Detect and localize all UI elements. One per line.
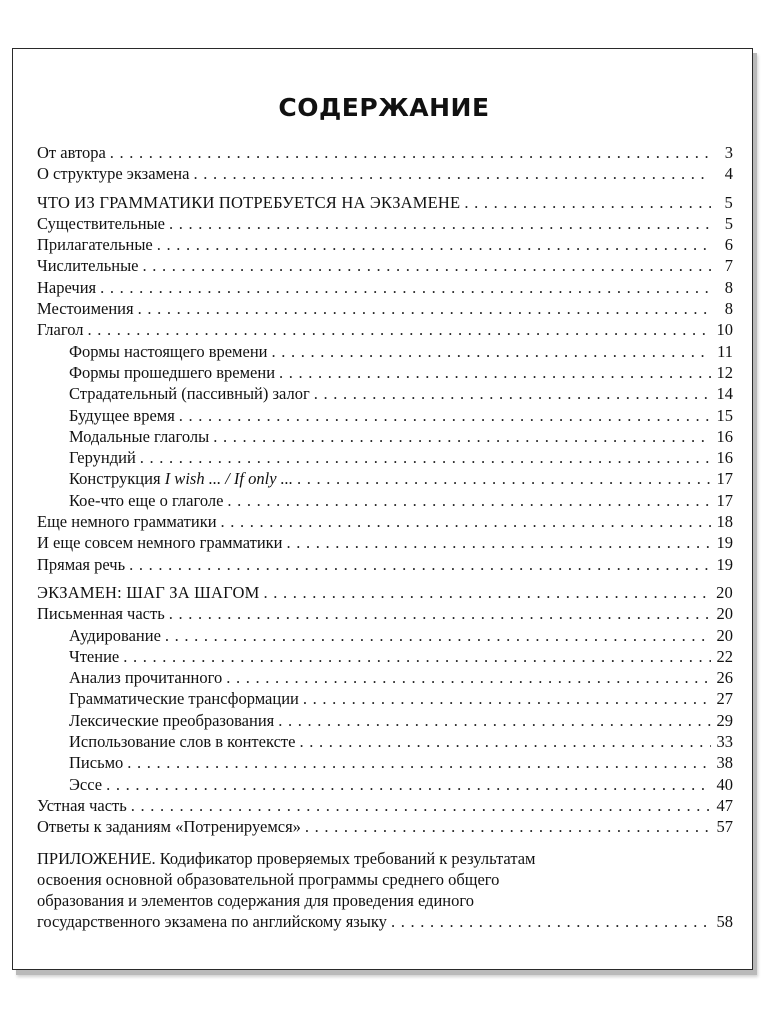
toc-entry-answers[interactable]	[37, 816, 733, 837]
dot-leader	[227, 490, 711, 511]
toc-entry-past-forms[interactable]	[37, 362, 733, 383]
toc-entry-lexical-transformations[interactable]	[37, 710, 733, 731]
toc-entry-page: 7	[724, 256, 733, 276]
toc-entry-label	[69, 468, 293, 489]
toc-entry-label: Наречия	[37, 277, 97, 297]
toc-entry-label: Чтение	[69, 646, 120, 666]
dot-leader	[142, 255, 711, 276]
toc-entry-page: 58	[716, 912, 733, 932]
toc-entry-present-forms[interactable]	[37, 341, 733, 362]
toc-entry-listening[interactable]	[37, 625, 733, 646]
dot-leader	[193, 163, 711, 184]
toc-entry-label: Анализ прочитанного	[69, 668, 223, 688]
toc-entry-label: Глагол	[37, 320, 84, 340]
dot-leader	[299, 731, 711, 752]
toc-entry-written-part[interactable]	[37, 603, 733, 624]
appendix-line: государственного экзамена по английскому языку	[37, 912, 387, 932]
toc-entry-label-italic: I wish ... / If only ...	[164, 469, 294, 489]
toc-entry-page: 10	[716, 320, 733, 340]
appendix-last-line	[37, 911, 733, 932]
toc-entry-page: 14	[716, 384, 733, 404]
toc-entry-label: Устная часть	[37, 795, 127, 815]
dot-leader	[138, 298, 711, 319]
toc-entry-page: 19	[716, 533, 733, 553]
toc-entry-page: 8	[724, 277, 733, 297]
toc-entry-modal-verbs[interactable]	[37, 426, 733, 447]
toc-entry-label: Модальные глаголы	[69, 426, 210, 446]
toc-entry-label: От автора	[37, 143, 106, 162]
toc-entry-label: Письменная часть	[37, 604, 165, 624]
toc-entry-adverbs[interactable]	[37, 277, 733, 298]
dot-leader	[279, 362, 711, 383]
toc-entry-page: 8	[724, 299, 733, 319]
toc-entry-page: 5	[724, 192, 733, 212]
toc-entry-i-wish[interactable]	[37, 468, 733, 489]
toc-entry-gerund[interactable]	[37, 447, 733, 468]
toc-entry-label: Прилагательные	[37, 235, 153, 255]
toc-entry-pronouns[interactable]	[37, 298, 733, 319]
toc-entry-page: 38	[716, 753, 733, 773]
toc-entry-ot-avtora[interactable]	[37, 142, 733, 163]
toc-entry-label: Ответы к заданиям «Потренируемся»	[37, 817, 301, 837]
toc-entry-adjectives[interactable]	[37, 234, 733, 255]
toc-entry-more-grammar[interactable]	[37, 511, 733, 532]
dot-leader	[87, 319, 711, 340]
toc-entry-page: 20	[716, 604, 733, 624]
dot-leader	[179, 405, 711, 426]
toc-entry-label-prefix: Конструкция	[69, 469, 165, 489]
page-title: СОДЕРЖАНИЕ	[278, 93, 490, 122]
dot-leader	[157, 234, 711, 255]
appendix-line: освоения основной образовательной программы среднего общего	[37, 869, 500, 889]
toc-entry-page: 47	[716, 795, 733, 815]
toc-entry-label: Будущее время	[69, 405, 175, 425]
toc-entry-page: 5	[724, 213, 733, 233]
toc-entry-direct-speech[interactable]	[37, 554, 733, 575]
dot-leader	[123, 646, 711, 667]
toc-entry-future-tense[interactable]	[37, 405, 733, 426]
toc-entry-page: 19	[716, 554, 733, 574]
dot-leader	[263, 582, 711, 603]
toc-section-exam[interactable]	[37, 582, 733, 603]
toc-entry-words-in-context[interactable]	[37, 731, 733, 752]
toc-entry-oral-part[interactable]	[37, 795, 733, 816]
toc-entry-page: 12	[716, 362, 733, 382]
toc-entry-more-about-verb[interactable]	[37, 490, 733, 511]
toc-entry-page: 20	[716, 625, 733, 645]
toc-entry-label: Формы прошедшего времени	[69, 362, 276, 382]
toc-entry-label: Письмо	[69, 753, 124, 773]
toc-entry-page: 26	[716, 668, 733, 688]
toc-entry-page: 3	[724, 143, 733, 162]
toc-entry-label: Местоимения	[37, 299, 134, 319]
toc-entry-numerals[interactable]	[37, 255, 733, 276]
toc-entry-page: 16	[716, 448, 733, 468]
toc-entry-verb[interactable]	[37, 319, 733, 340]
toc-entry-page: 6	[724, 235, 733, 255]
dot-leader	[271, 341, 711, 362]
toc-entry-label: Эссе	[69, 774, 103, 794]
toc-entry-page: 29	[716, 710, 733, 730]
toc-entry-label: Герундий	[69, 448, 136, 468]
toc-entry-page: 40	[716, 774, 733, 794]
toc-entry-passive-voice[interactable]	[37, 383, 733, 404]
dot-leader	[127, 752, 711, 773]
appendix-line: ПРИЛОЖЕНИЕ. Кодификатор проверяемых требований к результатам	[37, 848, 536, 868]
toc-entry-page: 17	[716, 469, 733, 489]
toc-entry-label: О структуре экзамена	[37, 164, 190, 184]
dot-leader	[226, 667, 711, 688]
toc-entry-label: Прямая речь	[37, 554, 126, 574]
dot-leader	[305, 816, 711, 837]
toc-entry-reading-analysis[interactable]	[37, 667, 733, 688]
dot-leader	[213, 426, 711, 447]
dot-leader	[165, 625, 711, 646]
toc-entry-label: Лексические преобразования	[69, 710, 275, 730]
dot-leader	[169, 213, 711, 234]
toc-entry-label: ЧТО ИЗ ГРАММАТИКИ ПОТРЕБУЕТСЯ НА ЭКЗАМЕНЕ	[37, 192, 461, 212]
dot-leader	[391, 911, 711, 932]
dot-leader	[131, 795, 711, 816]
toc-entry-page: 17	[716, 490, 733, 510]
toc-entry-writing[interactable]	[37, 752, 733, 773]
toc-entry-label: Грамматические трансформации	[69, 689, 299, 709]
table-of-contents	[37, 142, 733, 933]
dot-leader	[278, 710, 711, 731]
toc-entry-page: 20	[716, 582, 733, 602]
dot-leader	[106, 774, 711, 795]
toc-entry-o-strukture[interactable]	[37, 163, 733, 184]
toc-entry-label: Страдательный (пассивный) залог	[69, 384, 310, 404]
dot-leader	[100, 277, 711, 298]
toc-entry-page: 4	[724, 164, 733, 184]
toc-section-grammar[interactable]	[37, 192, 733, 213]
toc-entry-label: Аудирование	[69, 625, 161, 645]
toc-entry-grammar-transformations[interactable]	[37, 688, 733, 709]
toc-entry-label: Существительные	[37, 213, 165, 233]
toc-entry-page: 27	[716, 689, 733, 709]
dot-leader	[303, 688, 711, 709]
appendix-line: образования и элементов содержания для проведения единого	[37, 891, 474, 911]
toc-entry-page: 22	[716, 646, 733, 666]
toc-entry-label: Кое-что еще о глаголе	[69, 490, 224, 510]
toc-appendix-entry[interactable]	[37, 848, 733, 933]
toc-entry-label: ЭКЗАМЕН: ШАГ ЗА ШАГОМ	[37, 582, 260, 602]
toc-entry-label: Использование слов в контексте	[69, 732, 296, 752]
toc-entry-label: Еще немного грамматики	[37, 512, 217, 532]
toc-entry-page: 33	[716, 732, 733, 752]
toc-entry-page: 11	[717, 341, 733, 361]
toc-entry-page: 57	[716, 817, 733, 837]
dot-leader	[169, 603, 711, 624]
toc-entry-nouns[interactable]	[37, 213, 733, 234]
toc-entry-a-bit-more-grammar[interactable]	[37, 532, 733, 553]
toc-entry-page: 16	[716, 426, 733, 446]
toc-entry-reading[interactable]	[37, 646, 733, 667]
toc-entry-essay[interactable]	[37, 774, 733, 795]
toc-entry-label: Числительные	[37, 256, 139, 276]
dot-leader	[287, 532, 711, 553]
dot-leader	[314, 383, 711, 404]
dot-leader	[297, 468, 711, 489]
toc-entry-label: И еще совсем немного грамматики	[37, 533, 283, 553]
toc-entry-label: Формы настоящего времени	[69, 341, 268, 361]
dot-leader	[110, 142, 711, 163]
dot-leader	[464, 192, 711, 213]
dot-leader	[140, 447, 711, 468]
dot-leader	[221, 511, 711, 532]
toc-entry-page: 18	[716, 512, 733, 532]
dot-leader	[129, 554, 711, 575]
toc-entry-page: 15	[716, 405, 733, 425]
